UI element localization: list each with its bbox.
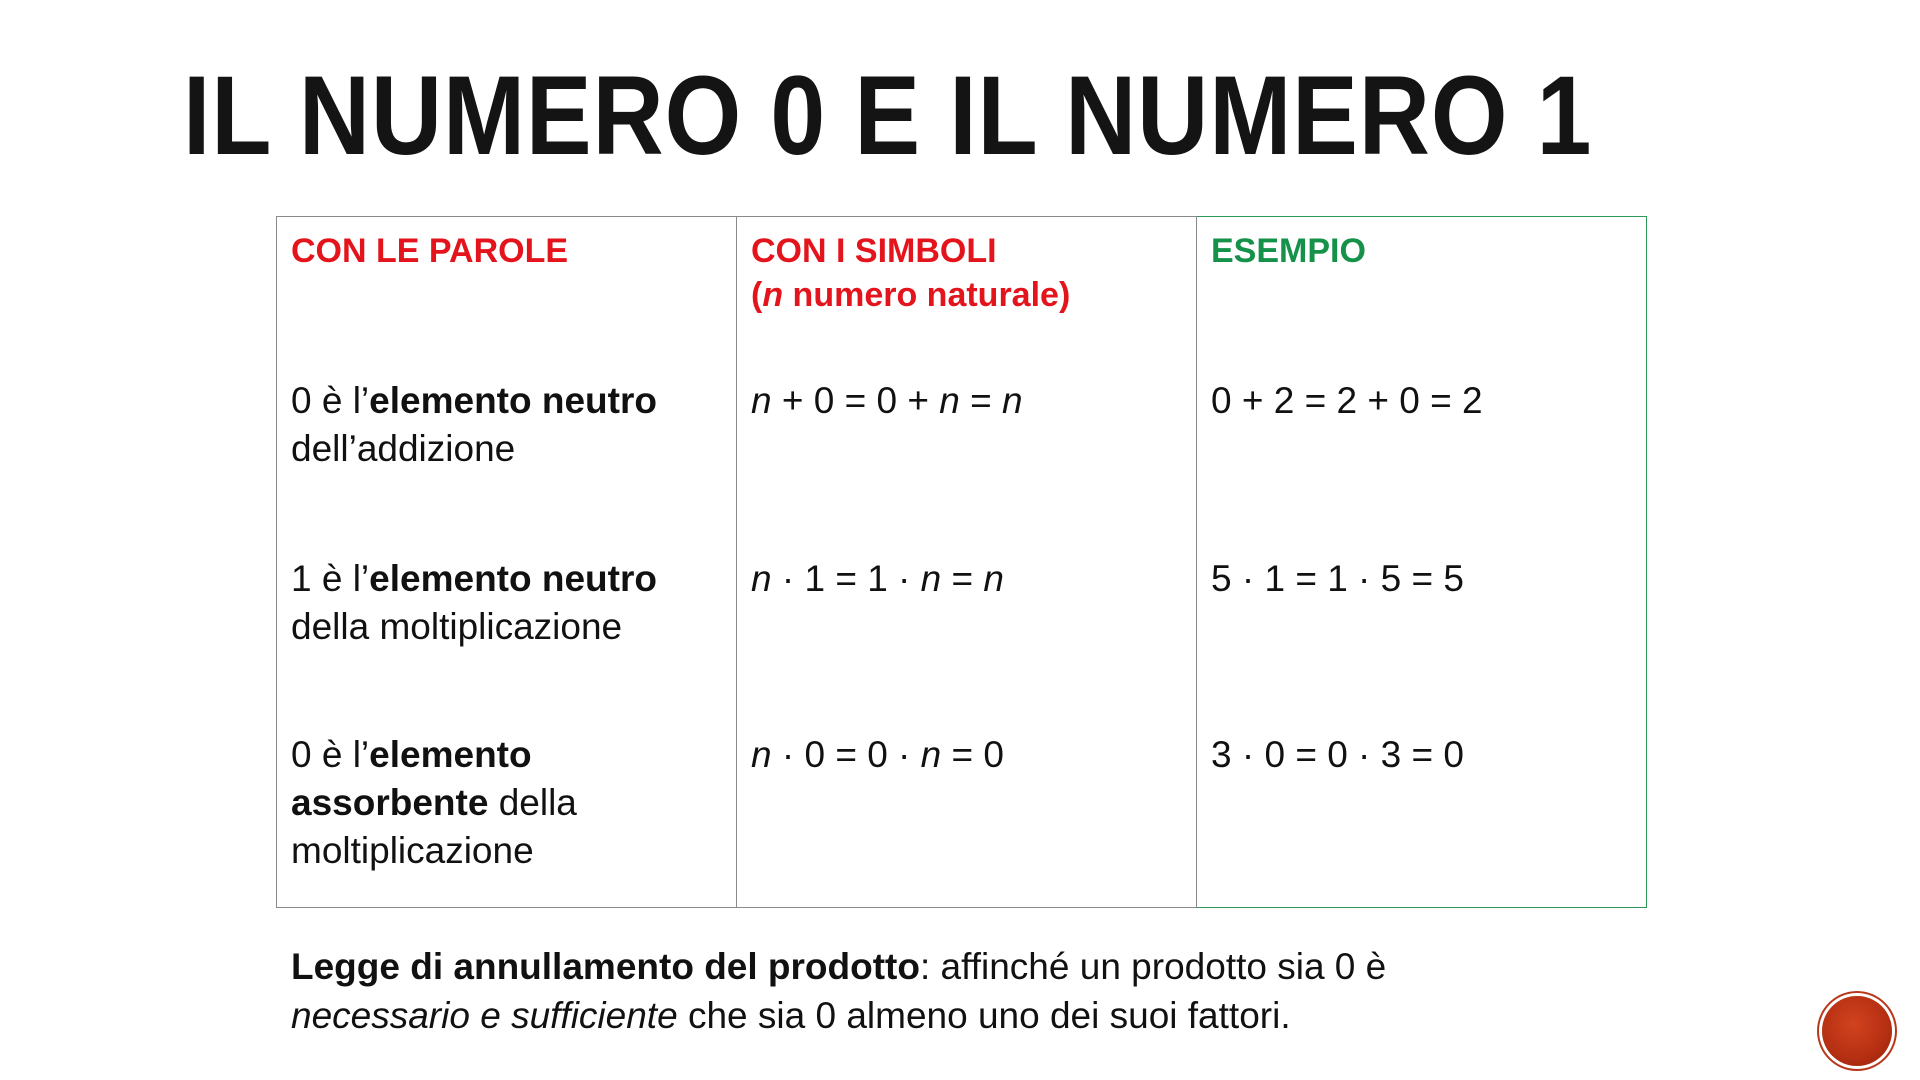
- symbols-cell-2: n · 1 = 1 · n = n: [751, 558, 1004, 599]
- words-cell-1: 0 è l’elemento neutro dell’addizione: [291, 380, 657, 469]
- example-cell-3: 3 · 0 = 0 · 3 = 0: [1211, 734, 1464, 775]
- rules-table: [276, 216, 1646, 908]
- slide-nav-button[interactable]: [1822, 996, 1892, 1066]
- header-words: CON LE PAROLE: [291, 232, 569, 270]
- slide-title: IL NUMERO 0 E IL NUMERO 1: [183, 53, 1593, 178]
- symbols-cell-3: n · 0 = 0 · n = 0: [751, 734, 1004, 775]
- product-law-note: Legge di annullamento del prodotto: affinché un prodotto sia 0 è necessario e sufficiente che sia 0 almeno uno dei suoi fattori.: [291, 946, 1387, 1036]
- words-cell-2: 1 è l’elemento neutro della moltiplicazione: [291, 558, 657, 647]
- column-example: [1197, 217, 1647, 908]
- column-words: [277, 217, 737, 908]
- symbols-cell-1: n + 0 = 0 + n = n: [751, 380, 1023, 421]
- header-symbols: CON I SIMBOLI (n numero naturale): [751, 232, 1071, 314]
- words-cell-3: 0 è l’elemento assorbente della moltiplicazione: [291, 734, 577, 871]
- header-example: ESEMPIO: [1211, 232, 1366, 270]
- example-cell-2: 5 · 1 = 1 · 5 = 5: [1211, 558, 1464, 599]
- column-symbols: [737, 217, 1197, 908]
- example-cell-1: 0 + 2 = 2 + 0 = 2: [1211, 380, 1483, 421]
